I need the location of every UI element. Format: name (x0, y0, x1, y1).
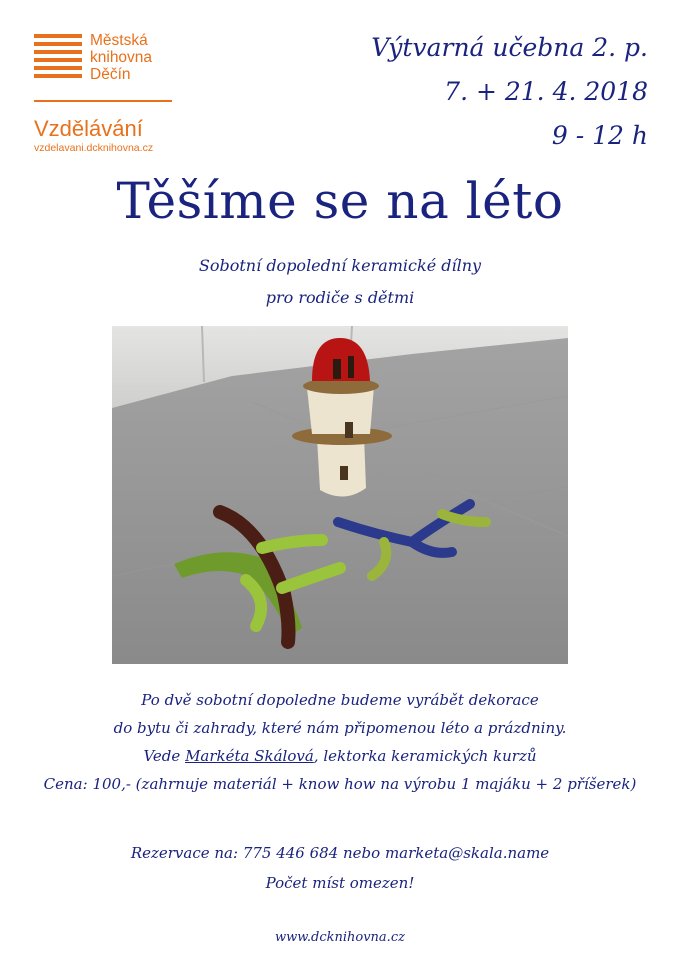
lecturer-name-link[interactable]: Markéta Skálová (185, 747, 314, 765)
description-line-1: Po dvě sobotní dopoledne budeme vyrábět dekorace (141, 691, 539, 709)
logo-url: vzdelavani.dcknihovna.cz (34, 142, 154, 154)
lecturer-suffix: , lektorka keramických kurzů (313, 747, 537, 765)
logo-library-name: Městská knihovna Děčín (90, 32, 153, 83)
logo-divider (34, 100, 172, 102)
subtitle (0, 250, 680, 314)
description (0, 686, 680, 798)
event-dates: 7. + 21. 4. 2018 (444, 77, 648, 106)
page-title: Těšíme se na léto (116, 172, 564, 230)
reservation-contact: Rezervace na: 775 446 684 nebo marketa@skala.name (130, 844, 550, 862)
description-line-3 (0, 742, 680, 770)
event-info (371, 26, 648, 158)
reservation-limit: Počet míst omezen! (265, 874, 415, 892)
footer-website: www.dcknihovna.cz (275, 930, 405, 945)
event-time: 9 - 12 h (551, 121, 648, 150)
ceramics-photo (112, 326, 568, 664)
event-location: Výtvarná učebna 2. p. (371, 33, 648, 62)
lecturer-prefix: Vede (143, 747, 186, 765)
reservation-info (0, 838, 680, 898)
price-line: Cena: 100,- (zahrnuje materiál + know how na výrobu 1 majáku + 2 příšerek) (43, 775, 637, 793)
ceramics-photo-image (112, 326, 568, 664)
logo-section-title: Vzdělávání (34, 116, 143, 141)
description-line-2: do bytu či zahrady, které nám připomenou léto a prázdniny. (113, 719, 567, 737)
subtitle-line-1: Sobotní dopolední keramické dílny (198, 256, 482, 275)
logo-stripes-icon (34, 34, 82, 84)
subtitle-line-2: pro rodiče s dětmi (265, 288, 415, 307)
